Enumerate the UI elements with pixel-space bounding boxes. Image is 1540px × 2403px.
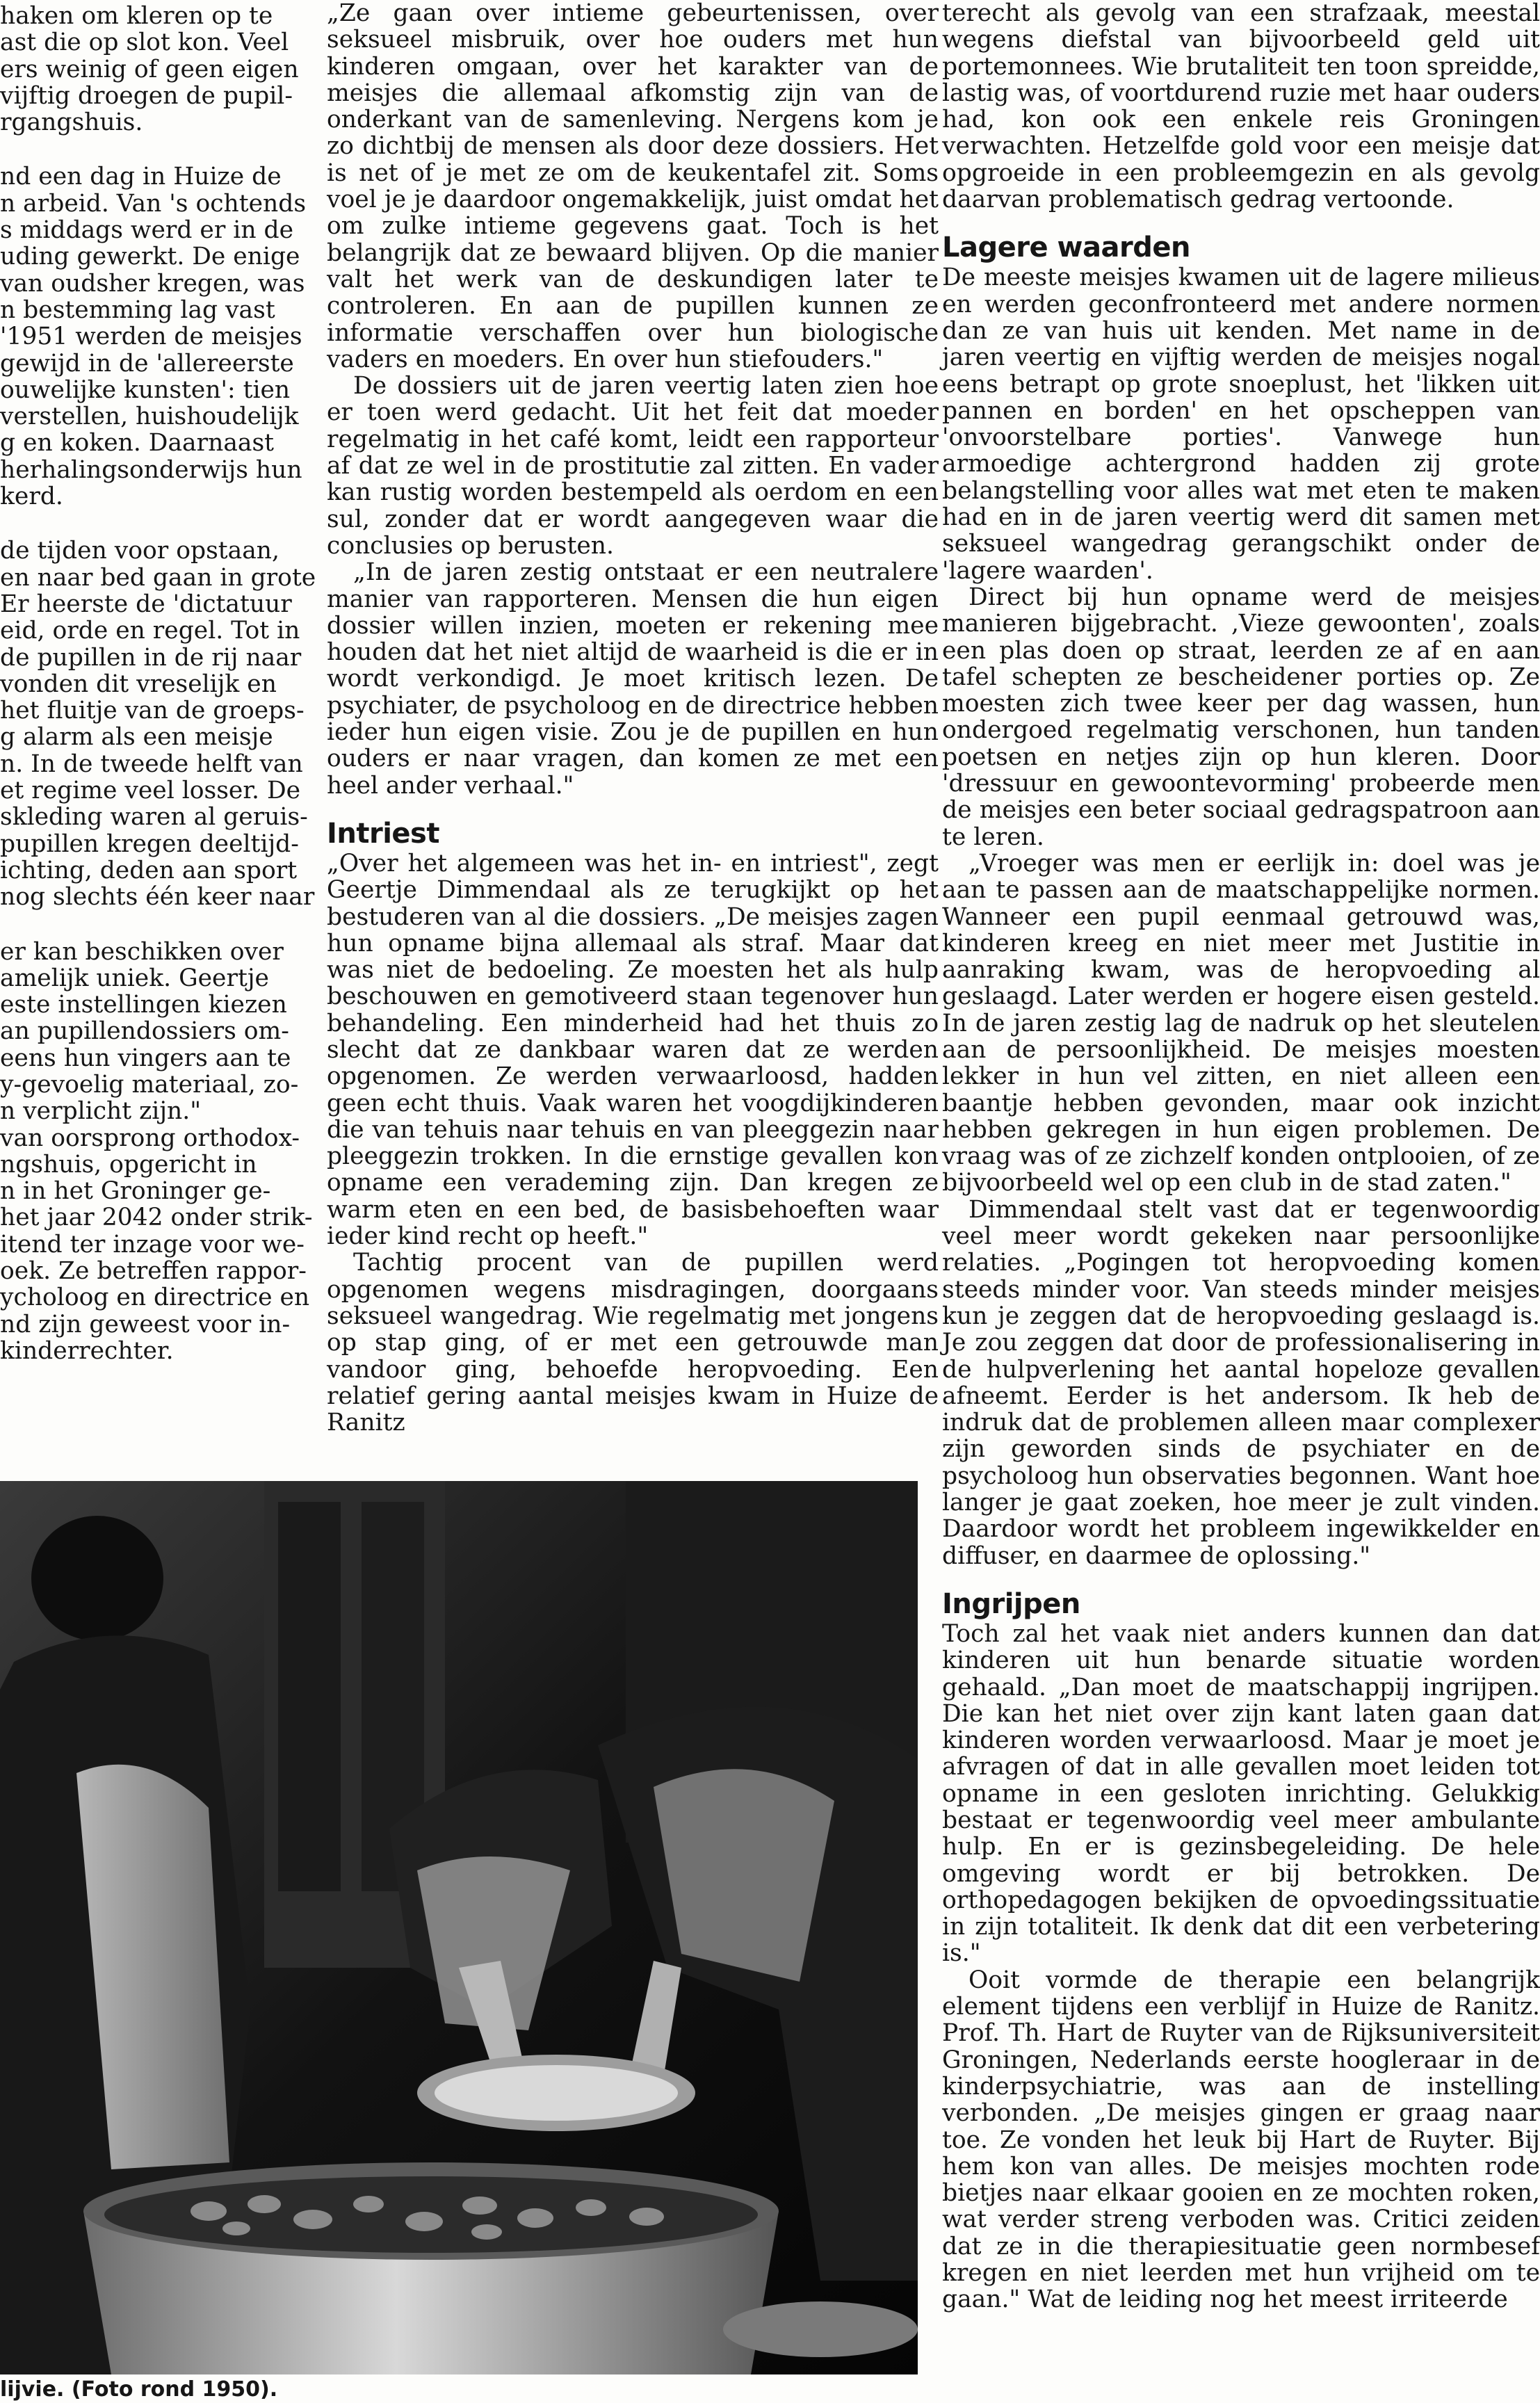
text-line: n bestemming lag vast [0, 296, 275, 324]
column-1-paragraph [0, 2, 299, 137]
paragraph: Direct bij hun opname werd de meisjes manieren bijgebracht. ‚Vieze gewoonten', zoals een plas doen op straat, leerden ze af en aan tafel schepten ze bescheidener porties op. Ze moesten zich twee keer per dag wassen, hun ondergoed regelmatig verschonen, hun tanden poetsen en netjes zijn op hun kleren. Door 'dressuur en gewoontevorming' probeerde men de meisjes een beter sociaal gedragspatroon aan te leren. [942, 583, 1540, 851]
text-line: van oudsher kregen, was [0, 269, 305, 298]
text-line: van oorsprong orthodox- [0, 1124, 300, 1152]
text-line: er kan beschikken over [0, 937, 284, 966]
text-line: en naar bed gaan in grote [0, 563, 316, 592]
text-line: amelijk uniek. Geertje [0, 964, 269, 992]
column-3-intro-text [942, 0, 1540, 213]
washing-women-photo-image [0, 1481, 918, 2374]
paragraph: terecht als gevolg van een strafzaak, meestal wegens diefstal van bijvoorbeeld geld uit portemonnees. Wie brutaliteit ten toon spreidde, lastig was, of voortdurend ruzie met haar ouders had, kon ook een enkele reis Groningen verwachten. Hetzelfde gold voor een meisje dat opgroeide in een probleemgezin en als gevolg daarvan problematisch gedrag vertoonde. [942, 0, 1540, 214]
text-line: Er heerste de 'dictatuur [0, 590, 292, 618]
text-line: kinderrechter. [0, 1336, 174, 1365]
text-line: de pupillen in de rij naar [0, 643, 302, 672]
text-line: n verplicht zijn." [0, 1097, 202, 1126]
text-line: g alarm als een meisje [0, 723, 273, 752]
text-line: het fluitje van de groeps- [0, 697, 305, 725]
paragraph: De meeste meisjes kwamen uit de lagere milieus en werden geconfronteerd met andere normen dan ze van huis uit kenden. Met name in de jaren veertig en vijftig werden de meisjes nogal eens betrapt op grote snoeplust, het 'likken uit pannen en borden' en het opscheppen van 'onvoorstelbare porties'. Vanwege hun armoedige achtergrond hadden zij grote belangstelling voor alles wat met eten te maken had en in de jaren veertig werd dit samen met seksueel wangedrag gerangschikt onder de 'lagere waarden'. [942, 264, 1540, 585]
text-line: het jaar 2042 onder strik- [0, 1204, 313, 1232]
column-3-middle-text [942, 264, 1540, 1569]
column-1-paragraph [0, 163, 307, 511]
text-line: nd een dag in Huize de [0, 163, 282, 191]
text-line: g en koken. Daarnaast [0, 429, 275, 458]
column-2-bottom-text [327, 850, 939, 1437]
paragraph: „Over het algemeen was het in- en intriest", zegt Geertje Dimmendaal als ze terugkijkt op het bestuderen van al die dossiers. „De meisjes zagen hun opname bijna allemaal als straf. Maar dat was niet de bedoeling. Ze moesten het als hulp beschouwen en gemotiveerd staan tegenover hun behandeling. Een minderheid had het thuis zo slecht dat ze dankbaar waren dat ze werden opgenomen. Ze werden verwaarloosd, hadden geen echt thuis. Vaak waren het voogdijkinderen die van tehuis naar tehuis en van pleeggezin naar pleeggezin trokken. In die ernstige gevallen kon opname een verademing zijn. Dan kregen ze warm eten en een bed, de basisbehoeften waar ieder kind recht op heeft." [327, 849, 939, 1251]
text-line: vijftig droegen de pupil- [0, 81, 293, 110]
text-line: kerd. [0, 483, 63, 511]
text-line: nog slechts één keer naar [0, 883, 315, 912]
text-line: rgangshuis. [0, 108, 143, 137]
column-2-top-text [327, 0, 939, 799]
text-line: an pupillendossiers om- [0, 1017, 289, 1046]
text-line: ycholoog en directrice en [0, 1284, 310, 1312]
paragraph: Toch zal het vaak niet anders kunnen dan dat kinderen uit hun benarde situatie worden gehaald. „Dan moet de maatschappij ingrijpen. Die kan het niet over zijn kant laten gaan dat kinderen worden verwaarloosd. Maar je moet je afvragen of dat in alle gevallen moet leiden tot opname in een gesloten inrichting. Gelukkig bestaat er tegenwoordig veel meer ambulante hulp. En er is gezinsbegeleiding. De hele omgeving wordt er bij betrokken. De orthopedagogen bekijken de opvoedingssituatie in zijn totaliteit. Ik denk dat dit een verbetering is." [942, 1619, 1540, 1968]
text-line: ast die op slot kon. Veel [0, 29, 289, 57]
text-line: haken om kleren op te [0, 2, 273, 30]
text-line: vonden dit vreselijk en [0, 670, 277, 698]
photo-caption: lijvie. (Foto rond 1950). [0, 2377, 278, 2402]
text-line: et regime veel losser. De [0, 777, 301, 805]
text-line: itend ter inzage voor we- [0, 1230, 305, 1259]
column-3 [942, 0, 1540, 2403]
heading-ingrijpen: Ingrijpen [942, 1587, 1080, 1620]
paragraph: „In de jaren zestig ontstaat er een neutralere manier van rapporteren. Mensen die hun eigen dossier willen inzien, moeten er rekening mee houden dat het niet altijd de waarheid is die er in wordt verkondigd. Je moet kritisch lezen. De psychiater, de psycholoog en de directrice hebben ieder hun eigen visie. Zou je de pupillen en hun ouders er naar vragen, dan komen ze met een heel ander verhaal." [327, 558, 939, 800]
text-line: gewijd in de 'allereerste [0, 349, 294, 378]
paragraph: „Vroeger was men er eerlijk in: doel was je aan te passen aan de maatschappelijke normen. Wanneer een pupil eenmaal getrouwd was, kinderen kreeg en niet meer met Justitie in aanraking kwam, was de heropvoeding al geslaagd. Later werden er hogere eisen gesteld. In de jaren zestig lag de nadruk op het sleutelen aan de persoonlijkheid. De meisjes moesten lekker in hun vel zitten, en niet alleen een baantje hebben gevonden, maar ook inzicht hebben gekregen in hun eigen problemen. De vraag was of ze zichzelf konden ontplooien, of ze bijvoorbeeld wel op een club in de stad zaten." [942, 849, 1540, 1197]
column-1-paragraph [0, 937, 313, 1365]
text-line: n arbeid. Van 's ochtends [0, 189, 307, 218]
paragraph: Ooit vormde de therapie een belangrijk element tijdens een verblijf in Huize de Ranitz. Prof. Th. Hart de Ruyter van de Rijksuniversiteit Groningen, Nederlands eerste hoogleraar in de kinderpsychiatrie, was aan de instelling verbonden. „De meisjes gingen er graag naar toe. Ze vonden het leuk bij Hart de Ruyter. Bij hem kon van alles. De meisjes mochten rode bietjes naar elkaar gooien en ze mochten roken, wat verder streng verboden was. Critici zeiden dat ze in die therapiesituatie geen normbesef kregen en niet leerden met hun vrijheid om te gaan." Wat de leiding nog het meest irriteerde [942, 1966, 1540, 2314]
heading-lagere-waarden: Lagere waarden [942, 232, 1190, 264]
text-line: nd zijn geweest voor in- [0, 1310, 291, 1338]
text-line: eid, orde en regel. Tot in [0, 617, 300, 645]
text-line: oek. Ze betreffen rappor- [0, 1257, 307, 1286]
text-line: skleding waren al geruis- [0, 803, 308, 832]
column-3-bottom-text [942, 1621, 1540, 2313]
paragraph: Tachtig procent van de pupillen werd opgenomen wegens misdragingen, doorgaans seksueel wangedrag. Wie regelmatig met jongens op stap ging, of er met een getrouwde man vandoor ging, behoefde heropvoeding. Een relatief gering aantal meisjes kwam in Huize de Ranitz [327, 1249, 939, 1437]
text-line: verstellen, huishoudelijk [0, 403, 299, 431]
paragraph: De dossiers uit de jaren veertig laten zien hoe er toen werd gedacht. Uit het feit dat moeder regelmatig in het café komt, leidt een rapporteur af dat ze wel in de prostitutie zal zitten. En vader kan rustig worden bestempeld als oerdom en een sul, zonder dat er wordt aangegeven waar die conclusies op berusten. [327, 372, 939, 560]
column-1 [0, 0, 316, 1460]
text-line: herhalingsonderwijs hun [0, 455, 302, 484]
text-line: ichting, deden aan sport [0, 856, 298, 884]
text-line: s middags werd er in de [0, 216, 294, 245]
text-line: uding gewerkt. De enige [0, 243, 300, 271]
text-line: eens hun vingers aan te [0, 1044, 291, 1072]
text-line: '1951 werden de meisjes [0, 323, 302, 351]
text-line: pupillen kregen deeltijd- [0, 830, 299, 858]
text-line: de tijden voor opstaan, [0, 537, 279, 565]
column-2 [327, 0, 939, 1474]
column-1-paragraph [0, 537, 316, 912]
heading-intriest: Intriest [327, 817, 439, 850]
text-line: y-gevoelig materiaal, zo- [0, 1070, 299, 1099]
text-line: n. In de tweede helft van [0, 750, 303, 778]
text-line: ouwelijke kunsten': tien [0, 375, 291, 404]
text-line: ers weinig of geen eigen [0, 55, 299, 83]
text-line: este instellingen kiezen [0, 991, 287, 1019]
paragraph: Dimmendaal stelt vast dat er tegenwoordig veel meer wordt gekeken naar persoonlijke relaties. „Pogingen tot heropvoeding komen steeds minder voor. Van steeds minder meisjes kun je zeggen dat de heropvoeding geslaagd is. Je zou zeggen dat door de professionalisering in de hulpverlening het aantal hopeloze gevallen afneemt. Eerder is het andersom. Ik heb de indruk dat de problemen alleen maar complexer zijn geworden sinds de psychiater en de psycholoog hun observaties begonnen. Want hoe langer je gaat zoeken, hoe meer je zult vinden. Daardoor wordt het probleem ingewikkelder en diffuser, en daarmee de oplossing." [942, 1195, 1540, 1570]
text-line: ngshuis, opgericht in [0, 1150, 257, 1179]
article-photo [0, 1481, 918, 2374]
paragraph: „Ze gaan over intieme gebeurtenissen, over seksueel misbruik, over hoe ouders met hun kinderen omgaan, over het karakter van de meisjes die allemaal afkomstig zijn van de onderkant van de samenleving. Nergens kom je zo dichtbij de mensen als door deze dossiers. Het is net of je met ze om de keukentafel zit. Soms voel je je daardoor ongemakkelijk, juist omdat het om zulke intieme gegevens gaat. Toch is het belangrijk dat ze bewaard blijven. Op die manier valt het werk van de deskundigen later te controleren. En aan de pupillen kunnen ze informatie verschaffen over hun biologische vaders en moeders. En over hun stiefouders." [327, 0, 939, 373]
text-line: n in het Groninger ge- [0, 1177, 271, 1206]
